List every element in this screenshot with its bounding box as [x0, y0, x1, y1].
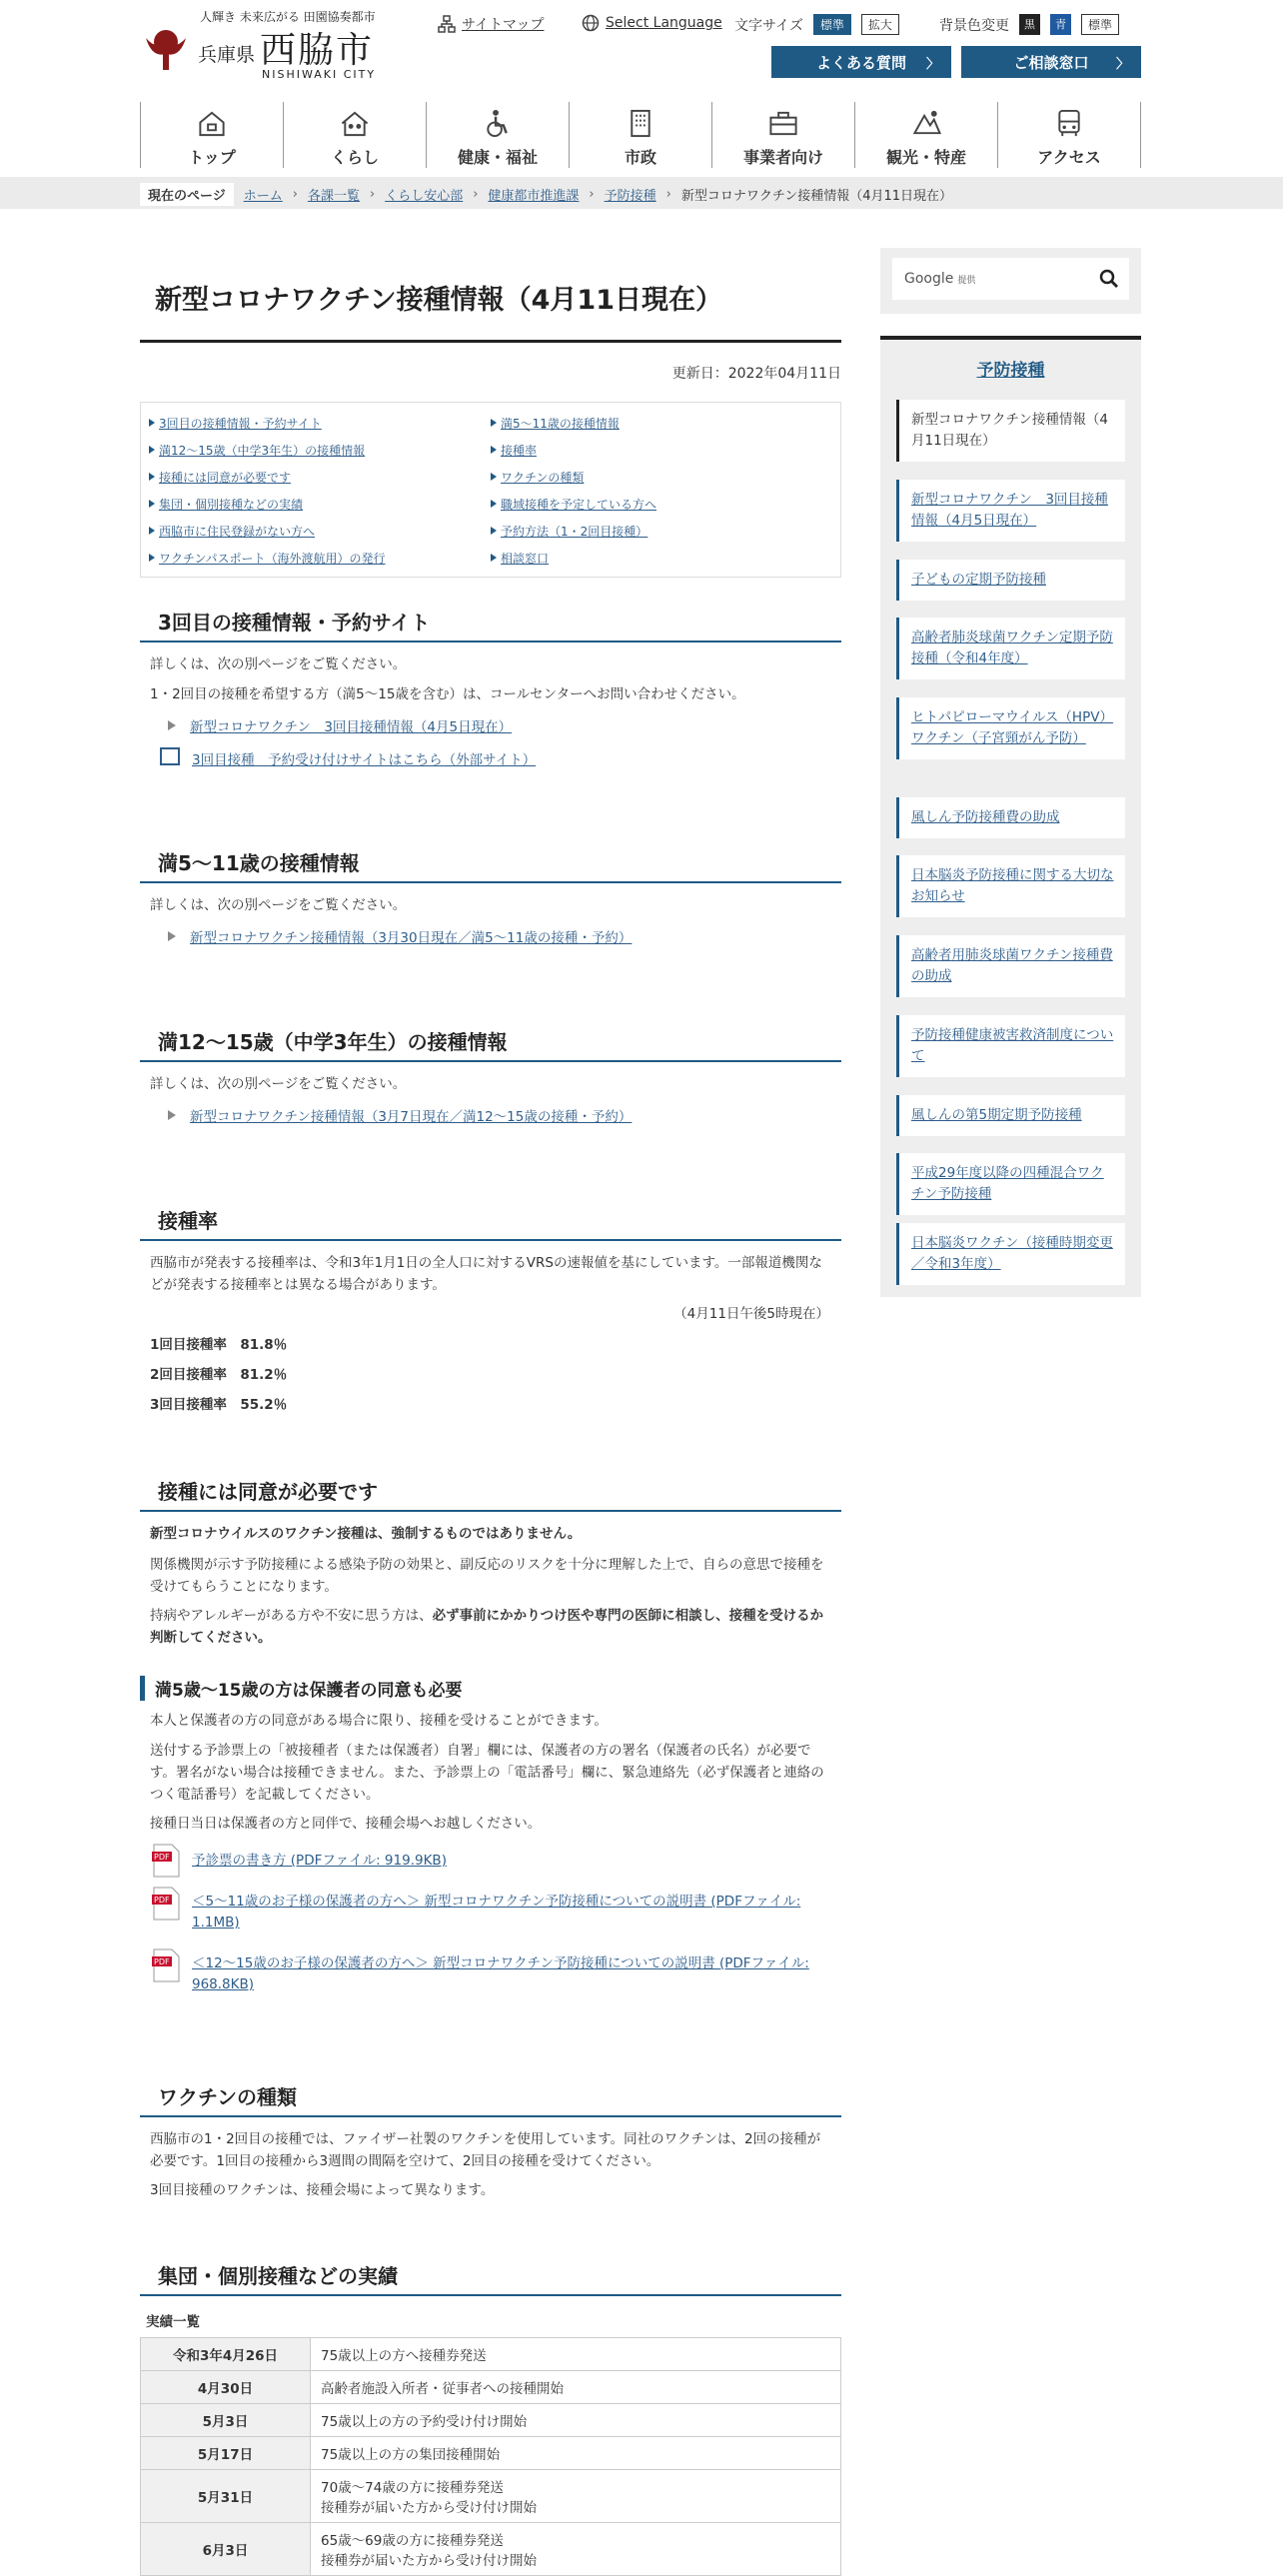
gnav-city[interactable] — [569, 102, 711, 168]
table-row — [141, 2437, 841, 2470]
table-date: 5月31日 — [141, 2470, 311, 2523]
fontsize-large-button[interactable]: 拡大 — [861, 14, 899, 35]
paragraph: 本人と保護者の方の同意がある場合に限り、接種を受けることができます。 — [150, 1713, 608, 1729]
pdf-link-age12-15[interactable]: ＜12～15歳のお子様の保護者の方へ＞ 新型コロナワクチン予防接種についての説明書 (PDFファイル: 968.8KB) — [192, 1955, 809, 1992]
breadcrumb-division[interactable]: くらし安心部 — [385, 189, 464, 204]
search-input[interactable] — [892, 258, 1129, 300]
section-divider — [140, 2294, 841, 2296]
paragraph: 詳しくは、次の別ページをご覧ください。 — [150, 656, 407, 672]
paragraph: 西脇市の1・2回目の接種では、ファイザー社製のワクチンを使用しています。同社のワクチンは、2回の接種が必要です。1回目の接種から3週間の間隔を空けて、2回目の接種を受けてください。 — [150, 2131, 821, 2169]
rate-dose1: 1回目接種率 81.8％ — [150, 1337, 288, 1353]
toc-link[interactable]: 満5～11歳の接種情報 — [491, 415, 620, 432]
table-row — [141, 2523, 841, 2576]
table-text: 高齢者施設入所者・従事者への接種開始 — [311, 2371, 841, 2404]
toc-link[interactable]: 3回目の接種情報・予約サイト — [149, 415, 322, 432]
gnav-label: トップ — [188, 148, 236, 167]
pdf-link-age5-11[interactable]: ＜5～11歳のお子様の保護者の方へ＞ 新型コロナワクチン予防接種についての説明書 (PDFファイル: 1.1MB) — [192, 1894, 801, 1931]
toc-link[interactable]: 満12～15歳（中学3年生）の接種情報 — [149, 442, 365, 459]
breadcrumb-separator: › — [473, 187, 479, 202]
pdf-icon — [152, 1948, 180, 1982]
breadcrumb-vaccination[interactable]: 予防接種 — [604, 189, 656, 204]
table-text: 75歳以上の方の集団接種開始 — [311, 2437, 841, 2470]
city-emblem-icon — [140, 20, 192, 72]
paragraph: 接種日当日は保護者の方と同伴で、接種会場へお越しください。 — [150, 1816, 542, 1832]
gnav-label: 事業者向け — [742, 148, 823, 167]
toc-link[interactable]: 接種率 — [491, 442, 537, 459]
toc-link[interactable]: ワクチンの種類 — [491, 469, 584, 486]
section-divider — [140, 1239, 841, 1241]
briefcase-icon — [767, 108, 799, 139]
consult-button[interactable] — [961, 46, 1141, 78]
section-heading: ワクチンの種類 — [158, 2085, 297, 2109]
breadcrumb-separator: › — [369, 187, 376, 202]
gnav-health[interactable] — [426, 102, 569, 168]
pdf-link-form[interactable]: 予診票の書き方 (PDFファイル: 919.9KB) — [192, 1853, 447, 1869]
language-label[interactable]: Select Language — [606, 15, 722, 31]
gnav-business[interactable] — [711, 102, 854, 168]
section-heading: 集団・個別接種などの実績 — [158, 2264, 398, 2288]
wheelchair-icon — [482, 108, 514, 139]
chevron-right-icon: 〉 — [925, 56, 939, 72]
gnav-top[interactable] — [140, 102, 283, 168]
logo-prefecture: 兵庫県 — [198, 44, 256, 66]
table-text — [311, 2470, 841, 2523]
updated-date: 更新日：2022年04月11日 — [671, 366, 841, 382]
table-text: 75歳以上の方へ接種券発送 — [311, 2338, 841, 2371]
breadcrumb-section[interactable]: 健康都市推進課 — [488, 189, 580, 204]
table-text-line: 接種券が届いた方から受け付け開始 — [321, 2500, 537, 2516]
sidebar-title — [880, 356, 1141, 381]
paragraph: 関係機関が示す予防接種による感染予防の効果と、副反応のリスクを十分に理解した上で、自らの意思で接種を受けてもらうことになります。 — [150, 1557, 824, 1595]
chevron-right-icon: 〉 — [1115, 56, 1129, 72]
sidebar-item[interactable]: 平成29年度以降の四種混合ワクチン予防接種 — [896, 1153, 1125, 1215]
breadcrumb-separator: › — [292, 187, 298, 202]
gnav-label: くらし — [330, 148, 379, 167]
toc-link[interactable]: 予約方法（1・2回目接種） — [491, 523, 647, 540]
search-brand: Google — [904, 271, 954, 287]
paragraph-emphasis: 必ず事前にかかりつけ医や専門の医師に相談し、接種を受けるか判断してください。 — [150, 1608, 824, 1646]
paragraph-text: 持病やアレルギーがある方や不安に思う方は、 — [150, 1608, 433, 1624]
bg-normal-button[interactable]: 標準 — [1081, 14, 1119, 35]
table-of-contents — [140, 402, 841, 578]
toc-link[interactable]: 西脇市に住民登録がない方へ — [149, 523, 315, 540]
page-title: 新型コロナワクチン接種情報（4月11日現在） — [155, 285, 723, 316]
table-row — [141, 2338, 841, 2371]
svg-text:PDF: PDF — [154, 1853, 170, 1862]
paragraph: 詳しくは、次の別ページをご覧ください。 — [150, 897, 407, 913]
sidebar-item[interactable]: ヒトパピローマウイルス（HPV）ワクチン（子宮頸がん予防） — [896, 697, 1125, 759]
home-icon — [196, 108, 228, 139]
sidebar-item[interactable]: 風しんの第5期定期予防接種 — [896, 1095, 1125, 1136]
globe-icon — [582, 14, 600, 32]
section-divider — [140, 641, 841, 643]
building-icon — [625, 108, 656, 139]
section-divider — [140, 2115, 841, 2117]
paragraph: 詳しくは、次の別ページをご覧ください。 — [150, 1076, 407, 1092]
link-age12-15[interactable]: 新型コロナワクチン接種情報（3月7日現在／満12～15歳の接種・予約） — [150, 1105, 632, 1125]
search-icon[interactable] — [1099, 269, 1119, 289]
table-date: 5月3日 — [141, 2404, 311, 2437]
gnav-tourism[interactable] — [854, 102, 997, 168]
breadcrumb-departments[interactable]: 各課一覧 — [307, 189, 360, 204]
breadcrumb-home[interactable]: ホーム — [243, 189, 283, 204]
tourism-icon — [910, 108, 942, 139]
gnav-label: 市政 — [624, 148, 656, 167]
search-brand-sub: 提供 — [957, 275, 976, 286]
table-text-line: 接種券が届いた方から受け付け開始 — [321, 2553, 537, 2569]
section-heading: 満5～11歳の接種情報 — [158, 851, 360, 875]
gnav-label: 観光・特産 — [885, 148, 966, 167]
sidebar-item[interactable]: 予防接種健康被害救済制度について — [896, 1015, 1125, 1077]
pdf-icon — [152, 1844, 180, 1878]
fontsize-normal-button[interactable]: 標準 — [813, 14, 851, 35]
table-date: 4月30日 — [141, 2371, 311, 2404]
subsection-heading: 満5歳～15歳の方は保護者の同意も必要 — [140, 1676, 841, 1701]
gnav-label: 健康・福祉 — [457, 148, 538, 167]
house-family-icon — [339, 108, 371, 139]
sidebar-nav — [880, 336, 1141, 1297]
site-tagline: 人輝き 未来広がる 田園協奏都市 — [200, 10, 376, 24]
toc-link[interactable]: 接種には同意が必要です — [149, 469, 291, 486]
link-booster-info[interactable]: 新型コロナワクチン 3回目接種情報（4月5日現在） — [150, 715, 512, 735]
section-divider — [140, 881, 841, 883]
table-date: 令和3年4月26日 — [141, 2338, 311, 2371]
section-heading: 接種率 — [158, 1209, 218, 1233]
bg-black-button[interactable]: 黒 — [1019, 14, 1040, 35]
breadcrumb-separator: › — [589, 187, 595, 202]
bgcolor-label: 背景色変更 — [939, 17, 1009, 34]
bg-blue-button[interactable]: 青 — [1050, 14, 1071, 35]
table-text: 75歳以上の方の予約受け付け開始 — [311, 2404, 841, 2437]
title-divider — [140, 340, 841, 343]
toc-link[interactable]: 相談窓口 — [491, 550, 549, 567]
sitemap-label[interactable]: サイトマップ — [462, 17, 545, 33]
fontsize-label: 文字サイズ — [734, 17, 803, 34]
table-row — [141, 2404, 841, 2437]
consult-label: ご相談窓口 — [1013, 53, 1089, 72]
site-search — [880, 248, 1141, 314]
language-select[interactable] — [582, 14, 722, 32]
paragraph: 1・2回目の接種を希望する方（満5～15歳を含む）は、コールセンターへお問い合わせください。 — [150, 686, 745, 702]
toc-link[interactable]: 職域接種を予定している方へ — [491, 496, 656, 513]
paragraph: 送付する予診票上の「被接種者（または保護者）自署」欄には、保護者の方の署名（保護者の氏名）が必要です。署名がない場合は接種できません。また、予診票上の「電話番号」欄に、緊急連絡先（必ず保護者と連絡のつく電話番号）を記載してください。 — [150, 1743, 824, 1803]
toc-link[interactable]: 集団・個別接種などの実績 — [149, 496, 303, 513]
table-date: 5月17日 — [141, 2437, 311, 2470]
rate-asof: （4月11日午後5時現在） — [673, 1306, 829, 1322]
sidebar-item[interactable]: 日本脳炎ワクチン（接種時期変更／令和3年度） — [896, 1223, 1125, 1285]
rate-dose3: 3回目接種率 55.2％ — [150, 1397, 288, 1413]
section-divider — [140, 1060, 841, 1062]
table-row — [141, 2470, 841, 2523]
gnav-label: アクセス — [1037, 148, 1101, 167]
sitemap-icon — [438, 15, 456, 33]
table-text-line: 70歳～74歳の方に接種券発送 — [321, 2480, 504, 2496]
logo-city-name[interactable]: 西脇市 — [260, 30, 375, 71]
svg-text:PDF: PDF — [154, 1896, 170, 1905]
section-divider — [140, 1510, 841, 1512]
svg-text:PDF: PDF — [154, 1957, 170, 1966]
faq-button[interactable] — [771, 46, 951, 78]
pdf-icon — [152, 1887, 180, 1921]
sidebar-item[interactable]: 高齢者用肺炎球菌ワクチン接種費の助成 — [896, 935, 1125, 997]
table-text — [311, 2523, 841, 2576]
table-caption: 実績一覧 — [146, 2314, 200, 2330]
sidebar-item[interactable]: 高齢者肺炎球菌ワクチン定期予防接種（令和4年度） — [896, 618, 1125, 679]
breadcrumb-current-page: 新型コロナワクチン接種情報（4月11日現在） — [680, 189, 953, 204]
breadcrumb — [0, 177, 1283, 209]
rate-dose2: 2回目接種率 81.2％ — [150, 1367, 288, 1383]
paragraph: 3回目接種のワクチンは、接種会場によって異なります。 — [150, 2182, 495, 2198]
sidebar-title-link[interactable]: 予防接種 — [976, 361, 1045, 381]
gnav-access[interactable] — [997, 102, 1141, 168]
section-heading: 満12～15歳（中学3年生）の接種情報 — [158, 1030, 508, 1054]
bgcolor-control — [939, 14, 1119, 35]
section-heading: 3回目の接種情報・予約サイト — [158, 611, 431, 635]
table-text-line: 65歳～69歳の方に接種券発送 — [321, 2533, 504, 2549]
sidebar-item[interactable]: 新型コロナワクチン 3回目接種情報（4月5日現在） — [896, 480, 1125, 542]
sidebar-item[interactable]: 日本脳炎予防接種に関する大切なお知らせ — [896, 855, 1125, 917]
table-row — [141, 2371, 841, 2404]
toc-link[interactable]: ワクチンパスポート（海外渡航用）の発行 — [149, 550, 386, 567]
section-heading: 接種には同意が必要です — [158, 1480, 378, 1504]
results-table — [140, 2337, 841, 2576]
paragraph: 新型コロナウイルスのワクチン接種は、強制するものではありません。 — [150, 1526, 582, 1542]
logo-city-en: NISHIWAKI CITY — [262, 68, 377, 81]
table-date: 6月3日 — [141, 2523, 311, 2576]
link-age5-11[interactable]: 新型コロナワクチン接種情報（3月30日現在／満5～11歳の接種・予約） — [150, 926, 632, 946]
faq-label: よくある質問 — [815, 53, 906, 72]
sidebar-item-current: 新型コロナワクチン接種情報（4月11日現在） — [896, 400, 1125, 462]
fontsize-control — [734, 14, 899, 35]
gnav-life[interactable] — [283, 102, 426, 168]
global-nav — [140, 102, 1141, 168]
sitemap-link[interactable] — [438, 14, 544, 34]
sidebar-item[interactable]: 子どもの定期予防接種 — [896, 560, 1125, 601]
breadcrumb-separator: › — [665, 187, 671, 202]
paragraph: 西脇市が発表する接種率は、令和3年1月1日の全人口に対するVRSの速報値を基にしています。一部報道機関などが発表する接種率とは異なる場合があります。 — [150, 1255, 822, 1293]
paragraph — [150, 1605, 829, 1649]
breadcrumb-current-label: 現在のページ — [140, 183, 234, 206]
bus-icon — [1053, 108, 1085, 139]
link-booster-reservation[interactable]: 3回目接種 予約受け付けサイトはこちら（外部サイト） — [192, 752, 537, 768]
sidebar-item[interactable]: 風しん予防接種費の助成 — [896, 797, 1125, 838]
